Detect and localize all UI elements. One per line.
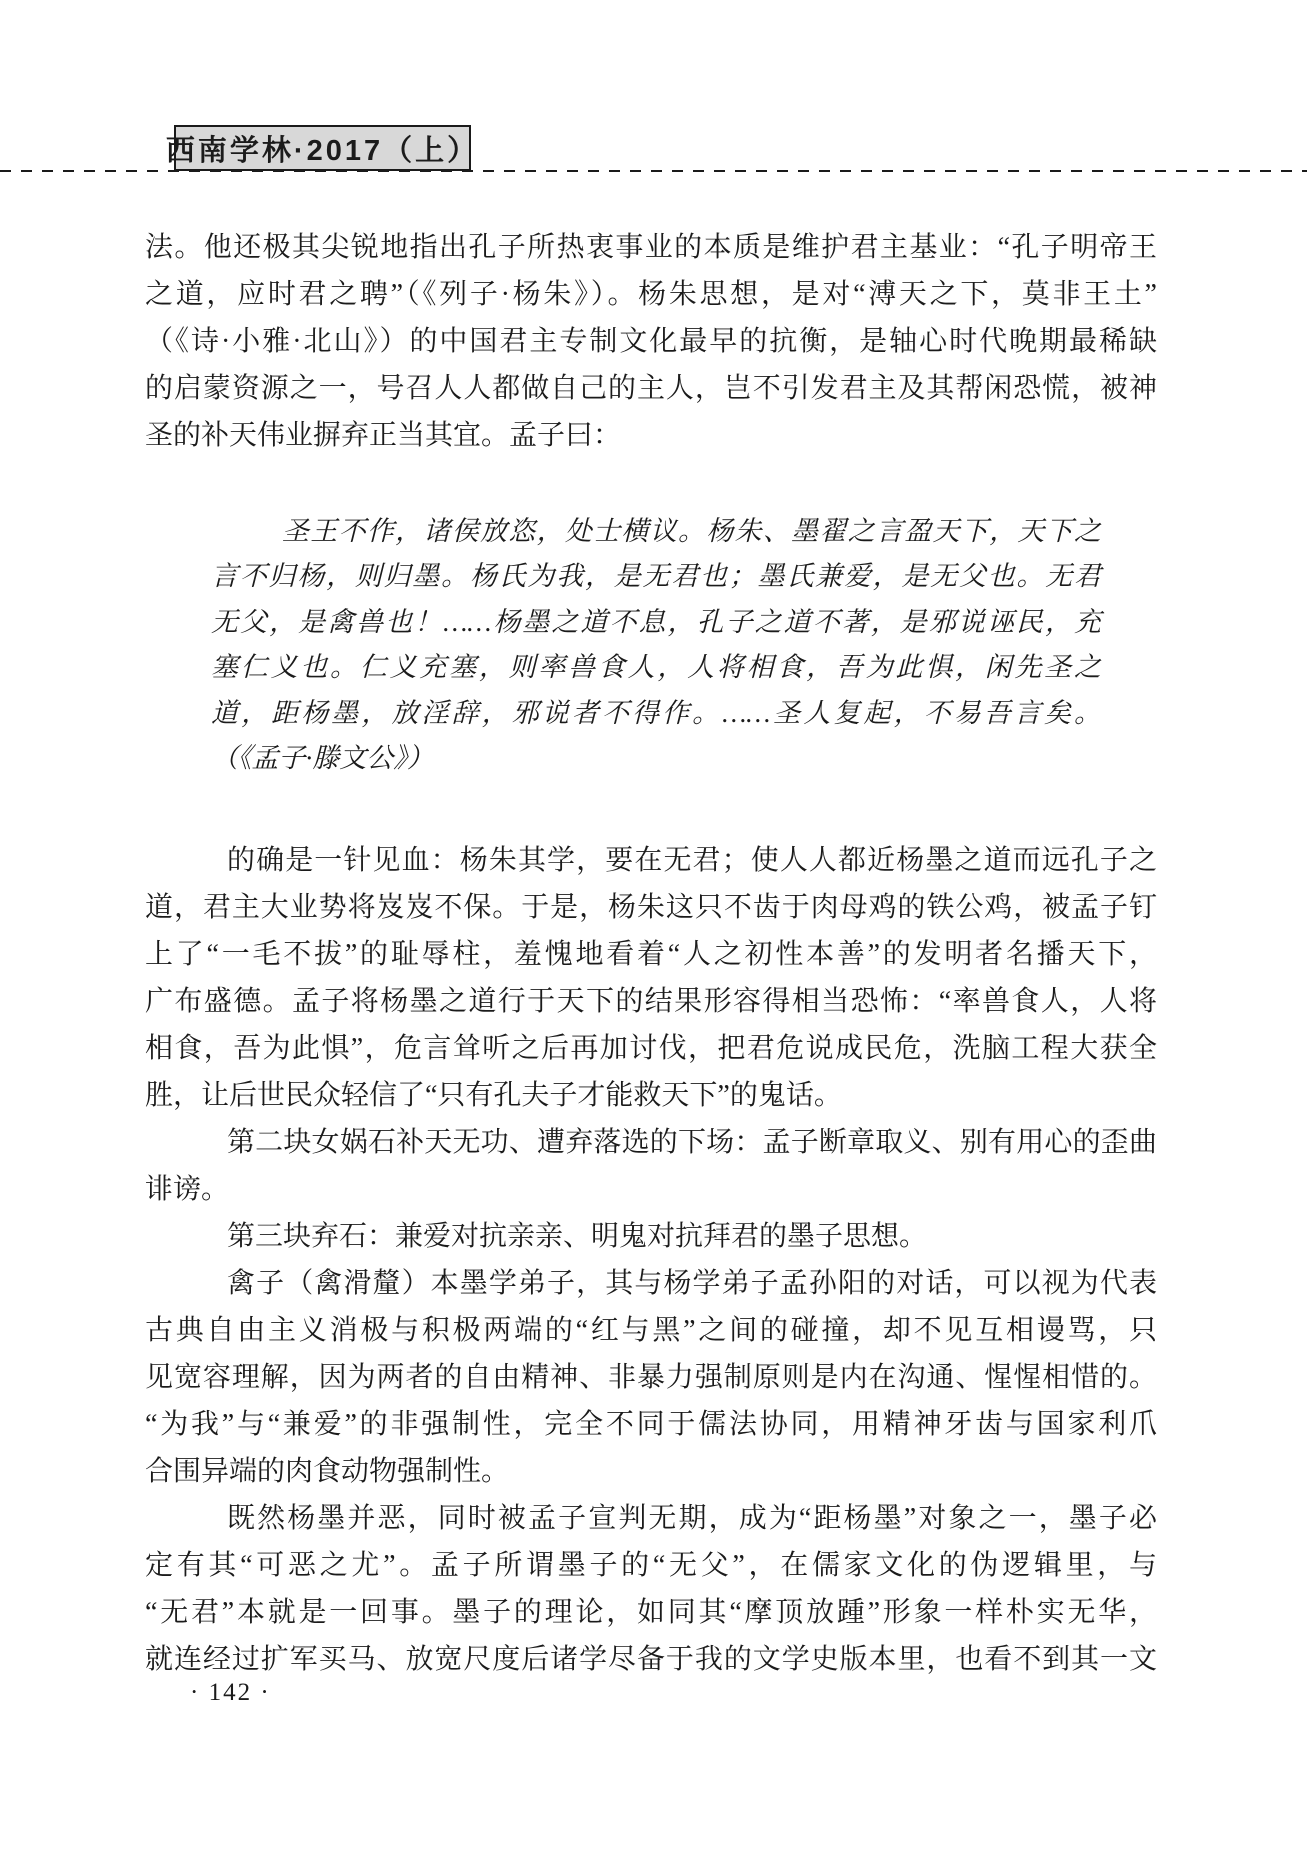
blockquote-mencius xyxy=(211,509,1101,781)
journal-title: 西南学林·2017（上） xyxy=(165,134,480,167)
paragraph xyxy=(145,1119,1157,1213)
text-line: 的确是一针见血：杨朱其学，要在无君；使人人都近杨墨之道而远孔子之 xyxy=(227,845,1157,877)
text-line: 既然杨墨并恶，同时被孟子宣判无期，成为“距杨墨”对象之一，墨子必 xyxy=(227,1503,1157,1535)
paragraph xyxy=(145,1260,1157,1495)
text-line: （《诗·小雅·北山》）的中国君主专制文化最早的抗衡，是轴心时代晚期最稀缺 xyxy=(145,326,1157,357)
text-line: 之道，应时君之聘”（《列子·杨朱》）。杨朱思想，是对“溥天之下，莫非王土” xyxy=(145,279,1157,310)
text-line: 广布盛德。孟子将杨墨之道行于天下的结果形容得相当恐怖：“率兽食人，人将 xyxy=(145,986,1157,1018)
text-line: “为我”与“兼爱”的非强制性，完全不同于儒法协同，用精神牙齿与国家利爪 xyxy=(145,1409,1157,1441)
quote-line: 无父，是禽兽也！……杨墨之道不息，孔子之道不著，是邪说诬民，充 xyxy=(211,606,1101,637)
text-line: 道，君主大业势将岌岌不保。于是，杨朱这只不齿于肉母鸡的铁公鸡，被孟子钉 xyxy=(145,892,1157,924)
quote-line: 道，距杨墨，放淫辞，邪说者不得作。……圣人复起，不易吾言矣。 xyxy=(211,697,1101,728)
text-line: 见宽容理解，因为两者的自由精神、非暴力强制原则是内在沟通、惺惺相惜的。 xyxy=(145,1362,1157,1394)
paragraph xyxy=(145,1495,1157,1683)
text-line: 法。他还极其尖锐地指出孔子所热衷事业的本质是维护君主基业：“孔子明帝王 xyxy=(145,232,1157,263)
text-line: 上了“一毛不拔”的耻辱柱，羞愧地看着“人之初性本善”的发明者名播天下， xyxy=(145,939,1157,971)
journal-header-box xyxy=(165,125,480,171)
text-line: 第二块女娲石补天无功、遭弃落选的下场：孟子断章取义、别有用心的歪曲 xyxy=(227,1127,1157,1159)
text-line: 诽谤。 xyxy=(145,1174,230,1206)
text-line: 第三块弃石：兼爱对抗亲亲、明鬼对抗拜君的墨子思想。 xyxy=(227,1221,928,1253)
text-line: 合围异端的肉食动物强制性。 xyxy=(145,1456,510,1488)
quote-source-line: （《孟子·滕文公》） xyxy=(211,743,434,774)
text-line: 就连经过扩军买马、放宽尺度后诸学尽备于我的文学史版本里，也看不到其一文 xyxy=(145,1644,1157,1676)
quote-line: 圣王不作，诸侯放恣，处士横议。杨朱、墨翟之言盈天下，天下之 xyxy=(282,516,1101,546)
text-line: “无君”本就是一回事。墨子的理论，如同其“摩顶放踵”形象一样朴实无华， xyxy=(145,1597,1157,1629)
quote-line: 言不归杨，则归墨。杨氏为我，是无君也；墨氏兼爱，是无父也。无君 xyxy=(211,561,1101,592)
page-number: · 142 · xyxy=(190,1679,271,1706)
paragraph xyxy=(145,1213,1157,1260)
text-line: 胜，让后世民众轻信了“只有孔夫子才能救天下”的鬼话。 xyxy=(145,1080,842,1112)
text-line: 圣的补天伟业摒弃正当其宜。孟子曰： xyxy=(145,420,622,451)
text-line: 古典自由主义消极与积极两端的“红与黑”之间的碰撞，却不见互相谩骂，只 xyxy=(145,1315,1157,1347)
text-line: 定有其“可恶之尤”。孟子所谓墨子的“无父”，在儒家文化的伪逻辑里，与 xyxy=(145,1550,1157,1582)
text-line: 相食，吾为此惧”，危言耸听之后再加讨伐，把君危说成民危，洗脑工程大获全 xyxy=(145,1033,1157,1065)
text-line: 的启蒙资源之一，号召人人都做自己的主人，岂不引发君主及其帮闲恐慌，被神 xyxy=(145,373,1157,404)
body-text-column xyxy=(145,224,1157,1683)
quote-line: 塞仁义也。仁义充塞，则率兽食人，人将相食，吾为此惧，闲先圣之 xyxy=(211,652,1101,683)
paragraph xyxy=(145,837,1157,1119)
paragraph xyxy=(145,224,1157,459)
text-line: 禽子（禽滑釐）本墨学弟子，其与杨学弟子孟孙阳的对话，可以视为代表 xyxy=(227,1268,1157,1300)
